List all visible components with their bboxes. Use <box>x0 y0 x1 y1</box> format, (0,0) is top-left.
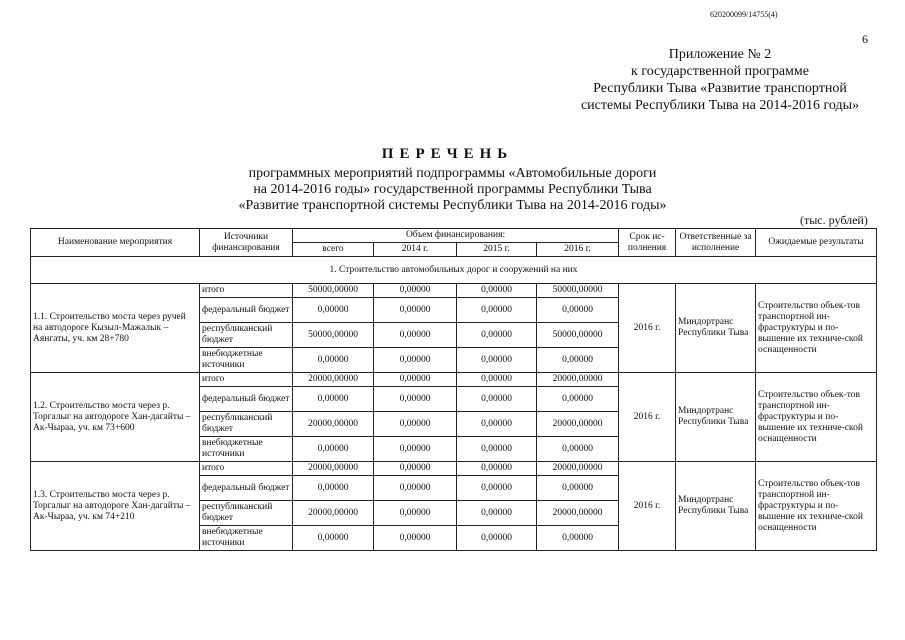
appendix-line: Приложение № 2 <box>668 47 772 62</box>
title-subtitle <box>0 166 905 214</box>
header-2015: 2015 г. <box>457 243 537 257</box>
header-responsible: Ответственные за исполнение <box>676 229 756 257</box>
source-cell: федеральный бюджет <box>200 387 293 412</box>
activity-name: 1.3. Строительство моста через р. Торгалыг на автодороге Хан-дагайты – Ак-Чыраа, уч. км 74+210 <box>31 462 200 551</box>
y2016-cell: 0,00000 <box>537 526 619 551</box>
title-line: программных мероприятий подпрограммы «Автомобильные дороги <box>248 166 657 181</box>
header-volume: Объем финансирования: <box>293 229 619 243</box>
table-row <box>31 462 877 476</box>
title-line: «Развитие транспортной системы Республики Тыва на 2014-2016 годы» <box>238 198 667 213</box>
total-cell: 0,00000 <box>293 476 374 501</box>
y2015-cell: 0,00000 <box>457 323 537 348</box>
table-row <box>31 284 877 298</box>
appendix-line: Республики Тыва «Развитие транспортной <box>593 81 847 96</box>
y2016-cell: 0,00000 <box>537 298 619 323</box>
y2014-cell: 0,00000 <box>374 323 457 348</box>
result-cell: Строительство объек-тов транспортной ин-фраструктуры и по-вышение их техниче-ской оснащенности <box>756 284 877 373</box>
y2014-cell: 0,00000 <box>374 284 457 298</box>
y2015-cell: 0,00000 <box>457 501 537 526</box>
total-cell: 0,00000 <box>293 437 374 462</box>
source-cell: внебюджетные источники <box>200 526 293 551</box>
y2015-cell: 0,00000 <box>457 298 537 323</box>
y2016-cell: 20000,00000 <box>537 501 619 526</box>
y2014-cell: 0,00000 <box>374 462 457 476</box>
y2015-cell: 0,00000 <box>457 348 537 373</box>
y2016-cell: 0,00000 <box>537 387 619 412</box>
total-cell: 0,00000 <box>293 298 374 323</box>
y2014-cell: 0,00000 <box>374 526 457 551</box>
source-cell: республиканский бюджет <box>200 412 293 437</box>
units-label: (тыс. рублей) <box>800 213 868 227</box>
total-cell: 20000,00000 <box>293 462 374 476</box>
y2015-cell: 0,00000 <box>457 373 537 387</box>
term-cell: 2016 г. <box>619 462 676 551</box>
section-title: 1. Строительство автомобильных дорог и сооружений на них <box>31 257 877 284</box>
responsible-cell: Миндортранс Республики Тыва <box>676 284 756 373</box>
source-cell: республиканский бюджет <box>200 501 293 526</box>
header-term: Срок ис-полнения <box>619 229 676 257</box>
y2015-cell: 0,00000 <box>457 462 537 476</box>
y2016-cell: 50000,00000 <box>537 323 619 348</box>
y2014-cell: 0,00000 <box>374 501 457 526</box>
activities-table <box>30 228 877 551</box>
activity-name: 1.1. Строительство моста через ручей на автодороге Кызыл-Мажалык – Аянгаты, уч. км 28+780 <box>31 284 200 373</box>
y2016-cell: 20000,00000 <box>537 373 619 387</box>
header-2014: 2014 г. <box>374 243 457 257</box>
title-line: на 2014-2016 годы» государственной программы Республики Тыва <box>253 182 652 197</box>
header-2016: 2016 г. <box>537 243 619 257</box>
page-number: 6 <box>862 32 868 46</box>
source-cell: итого <box>200 284 293 298</box>
document-id: 620200099/14755(4) <box>710 10 778 19</box>
header-result: Ожидаемые результаты <box>756 229 877 257</box>
y2016-cell: 0,00000 <box>537 476 619 501</box>
total-cell: 0,00000 <box>293 387 374 412</box>
source-cell: итого <box>200 462 293 476</box>
y2014-cell: 0,00000 <box>374 373 457 387</box>
table-row <box>31 373 877 387</box>
y2015-cell: 0,00000 <box>457 476 537 501</box>
appendix-header <box>520 46 905 114</box>
y2015-cell: 0,00000 <box>457 387 537 412</box>
source-cell: федеральный бюджет <box>200 476 293 501</box>
header-total: всего <box>293 243 374 257</box>
y2016-cell: 50000,00000 <box>537 284 619 298</box>
source-cell: внебюджетные источники <box>200 437 293 462</box>
responsible-cell: Миндортранс Республики Тыва <box>676 373 756 462</box>
source-cell: федеральный бюджет <box>200 298 293 323</box>
total-cell: 0,00000 <box>293 348 374 373</box>
y2015-cell: 0,00000 <box>457 526 537 551</box>
total-cell: 0,00000 <box>293 526 374 551</box>
total-cell: 50000,00000 <box>293 323 374 348</box>
appendix-line: системы Республики Тыва на 2014-2016 годы» <box>580 98 860 113</box>
source-cell: республиканский бюджет <box>200 323 293 348</box>
y2015-cell: 0,00000 <box>457 437 537 462</box>
y2014-cell: 0,00000 <box>374 476 457 501</box>
result-cell: Строительство объек-тов транспортной ин-фраструктуры и по-вышение их техниче-ской оснащенности <box>756 462 877 551</box>
source-cell: внебюджетные источники <box>200 348 293 373</box>
result-cell: Строительство объек-тов транспортной ин-фраструктуры и по-вышение их техниче-ской оснащенности <box>756 373 877 462</box>
activity-name: 1.2. Строительство моста через р. Торгалыг на автодороге Хан-дагайты – Ак-Чыраа, уч. км 73+600 <box>31 373 200 462</box>
y2014-cell: 0,00000 <box>374 412 457 437</box>
document-title <box>0 146 905 214</box>
y2015-cell: 0,00000 <box>457 412 537 437</box>
table-body <box>31 257 877 551</box>
source-cell: итого <box>200 373 293 387</box>
y2014-cell: 0,00000 <box>374 348 457 373</box>
y2016-cell: 20000,00000 <box>537 462 619 476</box>
total-cell: 20000,00000 <box>293 373 374 387</box>
appendix-line: к государственной программе <box>631 64 809 79</box>
total-cell: 50000,00000 <box>293 284 374 298</box>
y2016-cell: 0,00000 <box>537 348 619 373</box>
y2014-cell: 0,00000 <box>374 387 457 412</box>
y2014-cell: 0,00000 <box>374 298 457 323</box>
y2015-cell: 0,00000 <box>457 284 537 298</box>
title-main: ПЕРЕЧЕНЬ <box>381 146 514 162</box>
y2014-cell: 0,00000 <box>374 437 457 462</box>
y2016-cell: 20000,00000 <box>537 412 619 437</box>
term-cell: 2016 г. <box>619 284 676 373</box>
header-source: Источники финансирования <box>200 229 293 257</box>
total-cell: 20000,00000 <box>293 501 374 526</box>
header-name: Наименование мероприятия <box>31 229 200 257</box>
total-cell: 20000,00000 <box>293 412 374 437</box>
y2016-cell: 0,00000 <box>537 437 619 462</box>
term-cell: 2016 г. <box>619 373 676 462</box>
responsible-cell: Миндортранс Республики Тыва <box>676 462 756 551</box>
